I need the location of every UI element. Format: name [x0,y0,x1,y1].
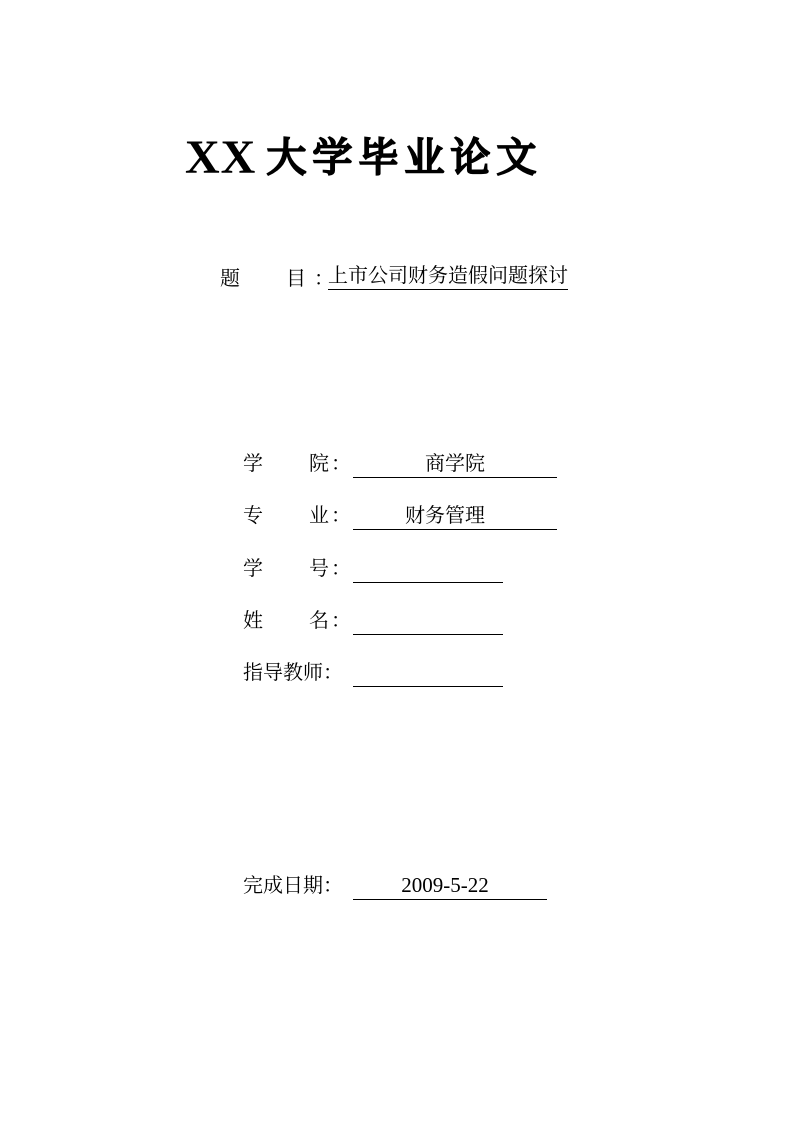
name-underline [353,634,503,635]
student-id-label [243,553,343,583]
title-prefix: XX [185,131,257,184]
advisor-label: 指导教师： [243,660,343,684]
completion-date-label: 完成日期： [243,873,343,897]
completion-date-value: 2009-5-22 [401,873,489,897]
topic-label-char-1: 题 [220,266,240,290]
college-value: 商学院 [425,451,485,475]
major-label-char-2: 业 [309,503,329,527]
student-id-underline [353,582,503,583]
name-label-char-1: 姓 [243,608,263,632]
topic-label-char-2: 目 [286,266,306,290]
college-label [243,448,343,478]
topic-colon: ： [314,265,334,290]
page-title [185,128,542,188]
advisor-underline [353,686,503,687]
major-colon: ： [331,503,351,527]
topic-value: 上市公司财务造假问题探讨 [328,262,568,290]
student-id-label-char-2: 号 [309,556,329,580]
college-label-char-1: 学 [243,451,263,475]
student-id-colon: ： [331,556,351,580]
college-label-char-2: 院 [309,451,329,475]
student-id-label-char-1: 学 [243,556,263,580]
name-label [243,605,343,635]
major-label [243,500,343,530]
name-label-char-2: 名 [309,608,329,632]
thesis-topic-row [220,260,568,292]
college-colon: ： [331,451,351,475]
title-main: 大学毕业论文 [266,135,543,181]
major-label-char-1: 专 [243,503,263,527]
major-value: 财务管理 [405,503,485,527]
name-colon: ： [331,608,351,632]
